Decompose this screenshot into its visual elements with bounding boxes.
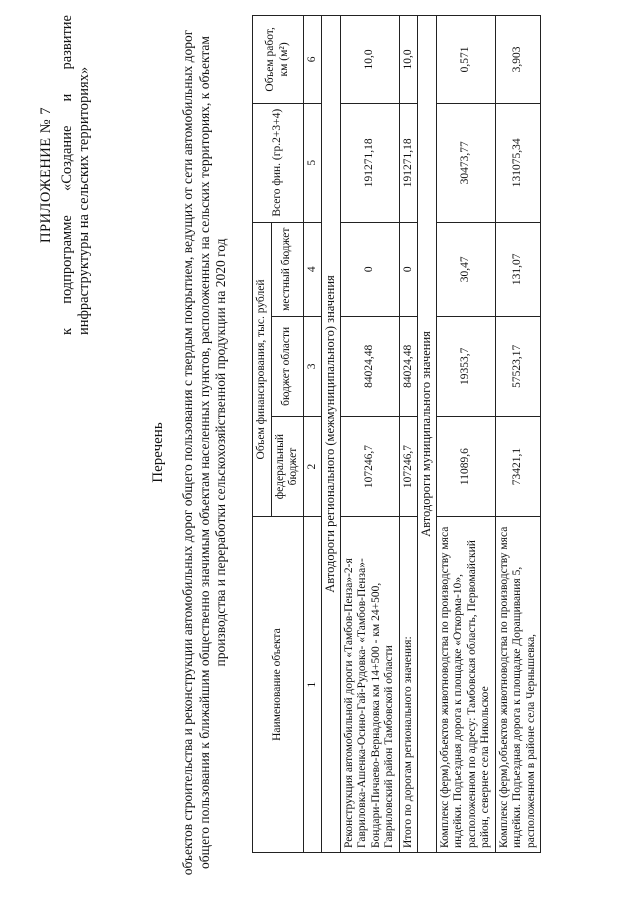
federal-value: 107246,7 [399,416,418,516]
object-name: Комплекс (ферм),объектов животноводства по производству мяса индейки. Подъездная дорога к площадке Доращивания 5, расположенном в районе села Чернышевка, [495,517,541,853]
document-title: Перечень [150,422,166,483]
section-header-row [418,16,437,853]
header-name: Наименование объекта [253,517,304,853]
section-title: Автодороги регионального (межмуниципального) значения [322,16,341,853]
appendix-line-1: к подпрограмме «Создание и развитие [59,15,75,335]
section-header-row [322,16,341,853]
object-name: Реконструкция автомобильной дороги «Тамбов-Пенза»-2-я Гавриловка-Ашенка-Осино-Гай-Рудовка- «Тамбов-Пенза»-Бондари-Пичаево-Вернадовка км 14+500 - км 24+500, Гавриловский район Тамбовской области [340,517,399,853]
volume-value: 10,0 [399,16,418,104]
column-index-row [303,16,322,853]
regional-value: 57523,17 [495,316,541,416]
federal-value: 11089,6 [436,416,495,516]
header-regional: бюджет области [271,316,303,416]
total-value: 30473,77 [436,103,495,222]
local-value: 0 [399,222,418,316]
table-row [495,16,541,853]
total-value: 191271,18 [399,103,418,222]
table-row [436,16,495,853]
local-value: 131,07 [495,222,541,316]
regional-value: 84024,48 [340,316,399,416]
total-value: 191271,18 [340,103,399,222]
objects-table [252,15,541,853]
header-funding: Объем финансирования, тыс. рублей [253,222,272,516]
col-index: 6 [303,16,322,104]
header-local: местный бюджет [271,222,303,316]
header-federal: федеральный бюджет [271,416,303,516]
col-index: 5 [303,103,322,222]
appendix-line-2: инфраструктуры на сельских территориях» [76,66,92,335]
document-subtitle: объектов строительства и реконструкции автомобильных дорог общего пользования с твердым покрытием, ведущих от сети автомобильных дорог общего пользования к ближайшим общественно значимым объектам населенных пунктов, расположенных на сельских территориях, к объектам производства и переработки сельскохозяйственной продукции на 2020 год [180,29,228,876]
table-total-row [399,16,418,853]
appendix-header [38,15,93,335]
section-title: Автодороги муниципального значения [418,16,437,853]
local-value: 0 [340,222,399,316]
col-index: 3 [303,316,322,416]
volume-value: 0,571 [436,16,495,104]
regional-value: 19353,7 [436,316,495,416]
col-index: 4 [303,222,322,316]
federal-value: 107246,7 [340,416,399,516]
header-volume: Объем работ, км (м²) [253,16,304,104]
volume-value: 10,0 [340,16,399,104]
object-name: Комплекс (ферм),объектов животноводства по производству мяса индейки. Подъездная дорога к площадке «Откорма-10», расположенном по адресу: Тамбовская область, Первомайский район, севернее села Никольское [436,517,495,853]
appendix-title: ПРИЛОЖЕНИЕ № 7 [38,107,54,243]
table-row [340,16,399,853]
col-index: 2 [303,416,322,516]
table-header-row [253,16,272,853]
local-value: 30,47 [436,222,495,316]
col-index: 1 [303,517,322,853]
total-row-label: Итого по дорогам регионального значения: [399,517,418,853]
total-value: 131075,34 [495,103,541,222]
volume-value: 3,903 [495,16,541,104]
federal-value: 73421,1 [495,416,541,516]
header-total: Всего фин. (гр.2+3+4) [253,103,304,222]
regional-value: 84024,48 [399,316,418,416]
